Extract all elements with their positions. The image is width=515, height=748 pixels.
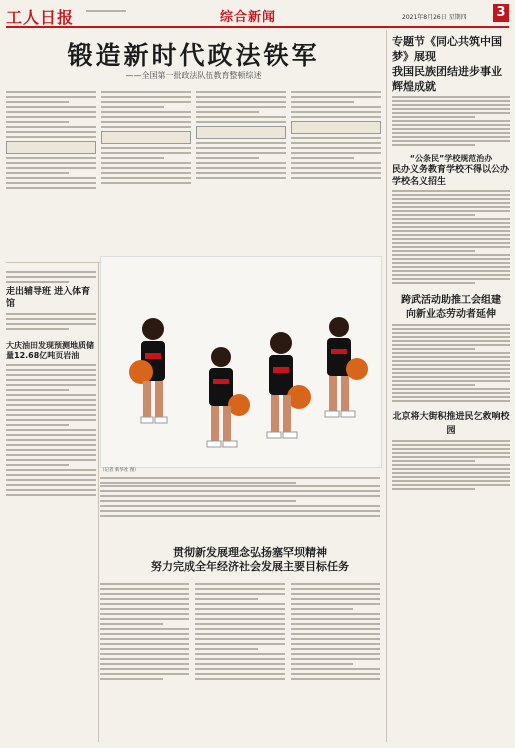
article-column (196, 88, 286, 258)
logo-subtext (86, 10, 126, 12)
article-column (6, 88, 96, 258)
photo-caption-text: （记者 新华社 图） (100, 468, 139, 473)
story4-title: 北京将大街积推进民乞救响校园 (392, 412, 510, 436)
main-headline: 锻造新时代政法铁军 (67, 41, 320, 70)
masthead (6, 4, 509, 28)
story-title: 大庆油田发现预测地质储量12.68亿吨页岩油 (6, 341, 94, 360)
basketball-kids-image (101, 257, 381, 467)
story1-title-line2: 我国民族团结进步事业辉煌成就 (392, 65, 502, 93)
feature-headline-line2: 努力完成全年经济社会发展主要目标任务 (151, 560, 349, 573)
left-column-stories (6, 268, 96, 499)
newspaper-logo: 工人日报 (6, 8, 75, 27)
story3-title-line2: 向新业态劳动者延伸 (406, 309, 496, 320)
story1-title-line1: 专题节《同心共筑中国梦》展现 (392, 35, 502, 63)
issue-date: 2021年8月26日 星期四 (402, 14, 467, 21)
story2-title-line1: “公条民”学校规范治办 (409, 154, 493, 163)
feature-headline (130, 546, 370, 574)
main-subheadline: ——全国第一批政法队伍教育整顿综述 (125, 71, 262, 80)
article-column (291, 88, 381, 258)
news-photo (100, 256, 382, 468)
text-block (100, 482, 380, 520)
page-number: 3 (493, 4, 509, 22)
feature-headline-line1: 贯彻新发展理念弘扬塞罕坝精神 (173, 546, 327, 559)
lead-article-body (6, 88, 381, 258)
story3-title-line1: 跨武活动助推工会组建 (401, 295, 501, 306)
story2-title-line2: 民办义务教育学校不得以公办学校名义招生 (392, 165, 510, 187)
box-title: 走出辅导班 进入体育馆 (6, 287, 91, 309)
section-title: 综合新闻 (220, 10, 277, 25)
article-column (101, 88, 191, 258)
right-column (392, 34, 510, 741)
feature-body (100, 580, 380, 683)
